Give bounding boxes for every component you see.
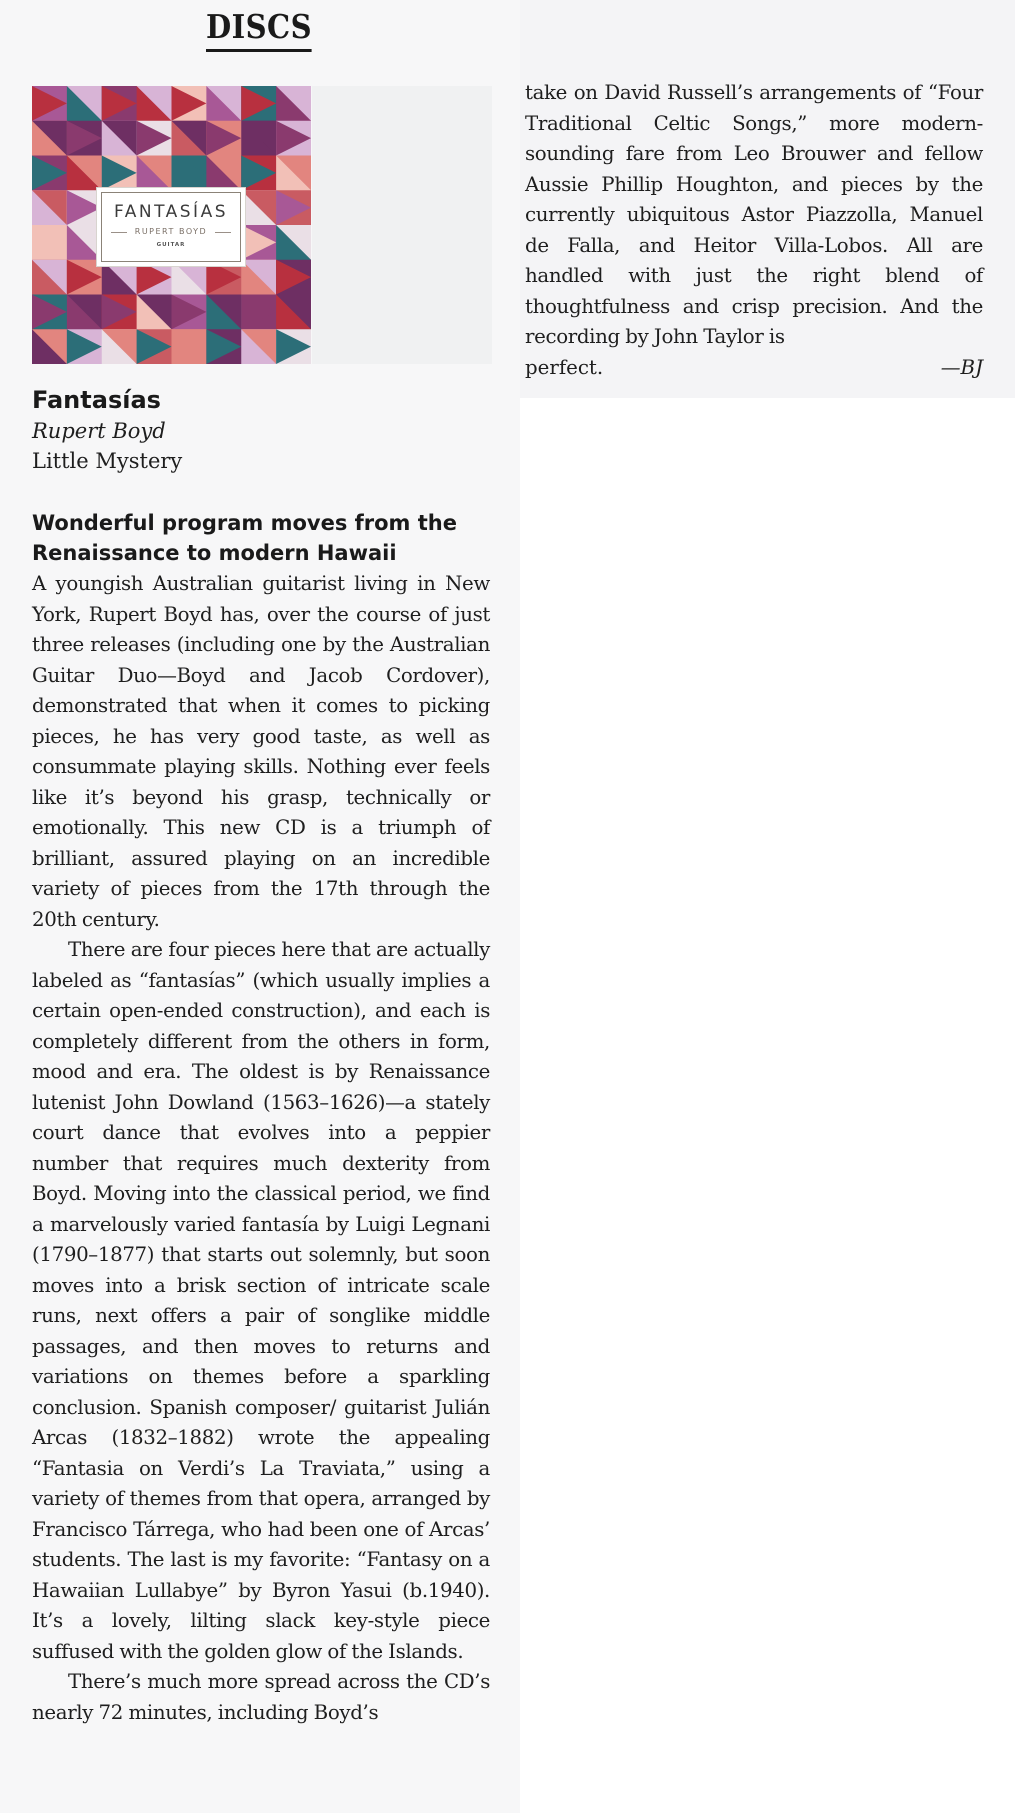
review-paragraph-2: There are four pieces here that are actually labeled as “fantasías” (which usually implies a certain open-ended construction), and each is completely different from the others in form, mood and era. The oldest is by Renaissance lutenist John Dowland (1563–1626)—a stately court dance that evolves into a peppier number that requires much dexterity from Boyd. Moving into the classical period, we find a marvelously varied fantasía by Luigi Legnani (1790–1877) that starts out solemnly, but soon moves into a brisk section of intricate scale runs, next offers a pair of songlike middle passages, and then moves to returns and variations on themes before a sparkling conclusion. Spanish composer/ guitarist Julián Arcas (1832–1882) wrote the appealing “Fantasia on Verdi’s La Traviata,” using a variety of themes from that opera, arranged by Francisco Tárrega, who had been one of Arcas’ students. The last is my favorite: “Fantasy on a Hawaiian Lullabye” by Byron Yasui (b.1940). It’s a lovely, lilting slack key-style piece suffused with the golden glow of the Islands. <box>32 938 490 1663</box>
album-cover-title: FANTASÍAS <box>114 202 228 222</box>
review-body-column-2 <box>525 78 983 383</box>
album-artist: Rupert Boyd <box>32 419 166 443</box>
section-header: DISCS <box>206 6 312 52</box>
review-headline: Wonderful program moves from the Renaissance to modern Hawaii <box>32 511 457 565</box>
review-body-column-1 <box>32 569 490 1728</box>
review-continued-paragraph: take on David Russell’s arrangements of “Four Traditional Celtic Songs,” more modern-sounding fare from Leo Brouwer and fellow Aussie Phillip Houghton, and pieces by the currently ubiquitous Astor Piazzolla, Manuel de Falla, and Heitor Villa-Lobos. All are handled with just the right blend of thoughtfulness and crisp precision. And the recording by John Taylor is <box>525 81 983 348</box>
reviewer-signature: —BJ <box>940 355 983 379</box>
album-cover-rule-right <box>215 232 231 233</box>
album-cover <box>32 86 311 364</box>
album-cover-label <box>96 187 246 267</box>
album-info <box>32 384 492 476</box>
album-cover-artist: RUPERT BOYD <box>134 227 208 236</box>
album-title: Fantasías <box>32 386 161 414</box>
show-through-shadow <box>312 86 492 364</box>
record-label: Little Mystery <box>32 449 183 473</box>
album-cover-instrument: GUITAR <box>156 242 186 248</box>
review-paragraph-1: A youngish Australian guitarist living in New York, Rupert Boyd has, over the course of just three releases (including one by the Australian Guitar Duo—Boyd and Jacob Cordover), demonstrated that when it comes to picking pieces, he has very good taste, as well as consummate playing skills. Nothing ever feels like it’s beyond his grasp, technically or emotionally. This new CD is a triumph of brilliant, assured playing on an incredible variety of pieces from the 17th through the 20th century. <box>32 572 490 931</box>
review-closing-line <box>525 353 983 384</box>
review-paragraph-3: There’s much more spread across the CD’s nearly 72 minutes, including Boyd’s <box>32 1670 490 1724</box>
review-last-word: perfect. <box>525 355 604 379</box>
